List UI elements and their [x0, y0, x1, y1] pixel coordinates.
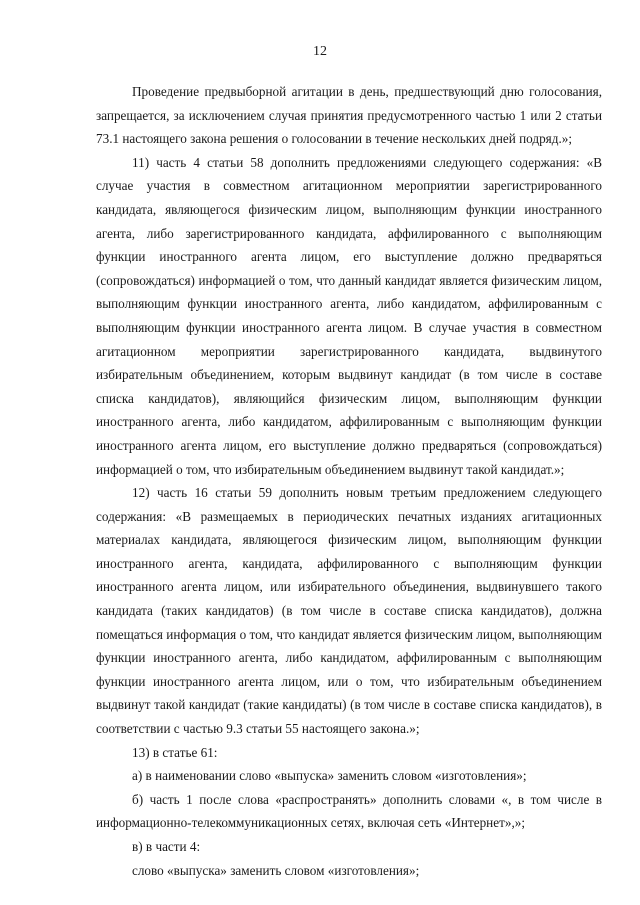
paragraph-agitation-ban: Проведение предвыборной агитации в день, предшествующий дню голосования, запрещается, за исключением случая принятия предусмотренного частью 1 или 2 статьи 73.1 настоящего закона решения о голосовании в течение нескольких дней подряд.»;: [96, 84, 602, 147]
paragraph-item-13: 13) в статье 61:: [132, 744, 218, 760]
document-body: [96, 80, 602, 882]
paragraph-item-13v: в) в части 4:: [132, 839, 201, 854]
paragraph-item-13b: б) часть 1 после слова «распространять» дополнить словами «, в том числе в информационно-телекоммуникационных сетях, включая сеть «Интернет»,»;: [96, 791, 602, 831]
paragraph-item-11: 11) часть 4 статьи 58 дополнить предложениями следующего содержания: «В случае участия в совместном агитационном мероприятии зарегистрированного кандидата, являющегося физическим лицом, выполняющим функции иностранного агента, либо зарегистрированного кандидата, аффилированного с выполняющим функции иностранного агента лицом, его выступление должно предваряться (сопровождаться) информацией о том, что данный кандидат является физическим лицом, выполняющим функции иностранного агента, либо кандидатом, аффилированным с выполняющим функции иностранного агента лицом. В случае участия в совместном агитационном мероприятии зарегистрированного кандидата, выдвинутого избирательным объединением, которым выдвинут кандидат (в том числе в составе списка кандидатов), являющийся физическим лицом, выполняющим функции иностранного агента, либо кандидатом, аффилированным с выполняющим функции иностранного агента лицом, его выступление должно предваряться (сопровождаться) информацией о том, что избирательным объединением выдвинут такой кандидат.»;: [96, 154, 602, 477]
page-number: 12: [313, 44, 327, 59]
paragraph-item-12: 12) часть 16 статьи 59 дополнить новым третьим предложением следующего содержания: «В размещаемых в периодических печатных изданиях агитационных материалах кандидата, являющегося физическим лицом, выполняющим функции иностранного агента, кандидата, аффилированного с выполняющим функции иностранного агента лицом, или избирательного объединения, выдвинувшего такого кандидата (таких кандидатов) (в том числе в составе списка кандидатов), должна помещаться информация о том, что кандидат является физическим лицом, выполняющим функции иностранного агента, либо кандидатом, аффилированным с выполняющим функции иностранного агента лицом, или о том, что избирательным объединением выдвинут такой кандидат (такие кандидаты) (в том числе в составе списка кандидатов), в соответствии с частью 9.3 статьи 55 настоящего закона.»;: [96, 485, 602, 737]
paragraph-item-13a: а) в наименовании слово «выпуска» заменить словом «изготовления»;: [132, 768, 527, 784]
paragraph-item-13v-text: слово «выпуска» заменить словом «изготовления»;: [132, 862, 420, 878]
